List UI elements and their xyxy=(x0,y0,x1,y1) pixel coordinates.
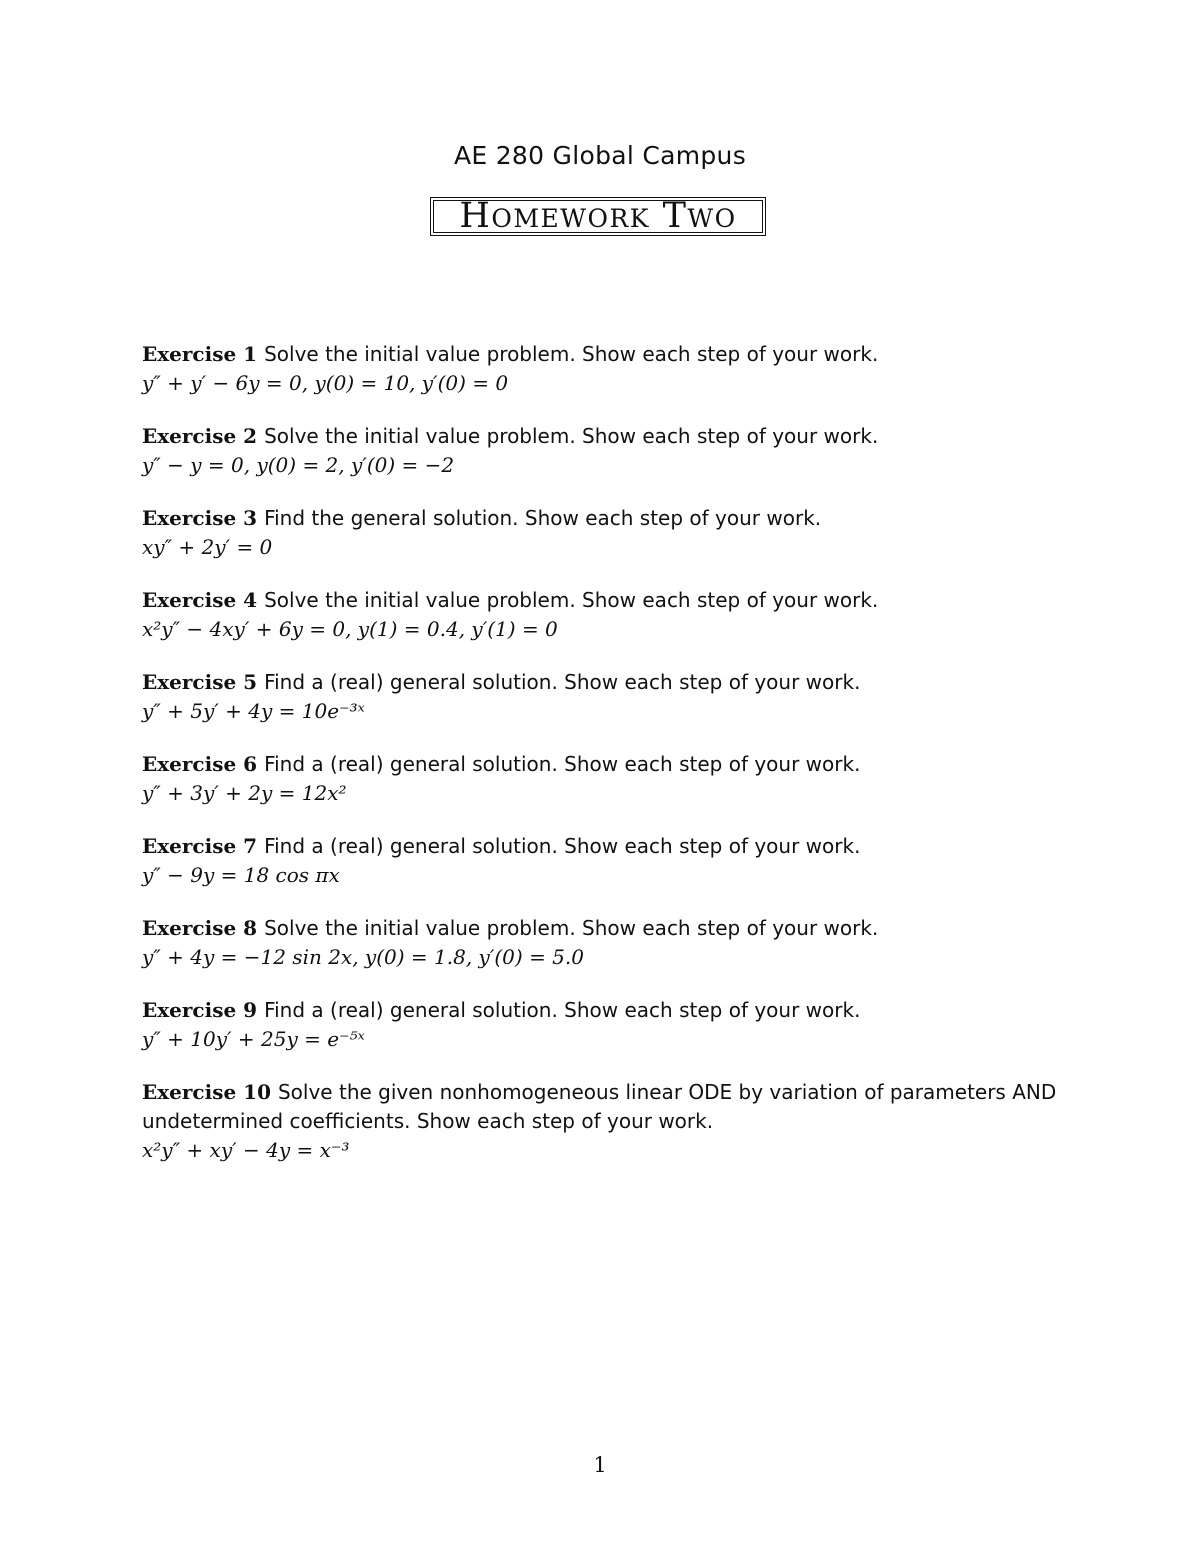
exercise-instruction: Solve the given nonhomogeneous linear ODE by variation of parameters AND undetermined coefficients. Show each step of your work. xyxy=(142,1080,1057,1133)
exercise-instruction: Find a (real) general solution. Show each step of your work. xyxy=(264,670,861,694)
exercise-equation: y″ + 4y = −12 sin 2x, y(0) = 1.8, y′(0) = 5.0 xyxy=(142,945,584,969)
exercise-instruction: Find a (real) general solution. Show each step of your work. xyxy=(264,998,861,1022)
exercise-instruction: Find a (real) general solution. Show each step of your work. xyxy=(264,834,861,858)
exercise-equation: x²y″ + xy′ − 4y = x⁻³ xyxy=(142,1138,350,1162)
exercise-equation: y″ + y′ − 6y = 0, y(0) = 10, y′(0) = 0 xyxy=(142,371,509,395)
exercise-6 xyxy=(142,750,1082,808)
exercise-9 xyxy=(142,996,1082,1054)
exercise-equation: xy″ + 2y′ = 0 xyxy=(142,535,273,559)
exercise-equation: y″ − 9y = 18 cos πx xyxy=(142,863,340,887)
exercise-8 xyxy=(142,914,1082,972)
page-number: 1 xyxy=(593,1453,607,1477)
exercise-equation: y″ − y = 0, y(0) = 2, y′(0) = −2 xyxy=(142,453,455,477)
exercise-label: Exercise 5 xyxy=(142,670,258,694)
exercise-3 xyxy=(142,504,1082,562)
exercise-equation: y″ + 10y′ + 25y = e⁻⁵ˣ xyxy=(142,1027,365,1051)
exercise-5 xyxy=(142,668,1082,726)
exercise-instruction: Find the general solution. Show each step of your work. xyxy=(264,506,822,530)
homework-title-box xyxy=(430,197,766,236)
exercise-1 xyxy=(142,340,1082,398)
exercise-2 xyxy=(142,422,1082,480)
exercise-instruction: Solve the initial value problem. Show each step of your work. xyxy=(264,588,879,612)
exercise-label: Exercise 1 xyxy=(142,342,258,366)
exercise-label: Exercise 8 xyxy=(142,916,258,940)
exercise-instruction: Solve the initial value problem. Show each step of your work. xyxy=(264,916,879,940)
homework-title: Homework Two xyxy=(459,196,737,236)
exercise-instruction: Solve the initial value problem. Show each step of your work. xyxy=(264,342,879,366)
exercise-list xyxy=(142,340,1082,1189)
exercise-label: Exercise 10 xyxy=(142,1080,271,1104)
exercise-equation: x²y″ − 4xy′ + 6y = 0, y(1) = 0.4, y′(1) = 0 xyxy=(142,617,558,641)
exercise-instruction: Solve the initial value problem. Show each step of your work. xyxy=(264,424,879,448)
exercise-7 xyxy=(142,832,1082,890)
exercise-label: Exercise 7 xyxy=(142,834,258,858)
exercise-label: Exercise 6 xyxy=(142,752,258,776)
exercise-equation: y″ + 3y′ + 2y = 12x² xyxy=(142,781,347,805)
exercise-equation: y″ + 5y′ + 4y = 10e⁻³ˣ xyxy=(142,699,365,723)
course-name: AE 280 Global Campus xyxy=(453,141,747,170)
exercise-instruction: Find a (real) general solution. Show each step of your work. xyxy=(264,752,861,776)
exercise-label: Exercise 9 xyxy=(142,998,258,1022)
exercise-4 xyxy=(142,586,1082,644)
exercise-label: Exercise 4 xyxy=(142,588,258,612)
exercise-label: Exercise 2 xyxy=(142,424,258,448)
exercise-label: Exercise 3 xyxy=(142,506,258,530)
exercise-10 xyxy=(142,1078,1082,1165)
